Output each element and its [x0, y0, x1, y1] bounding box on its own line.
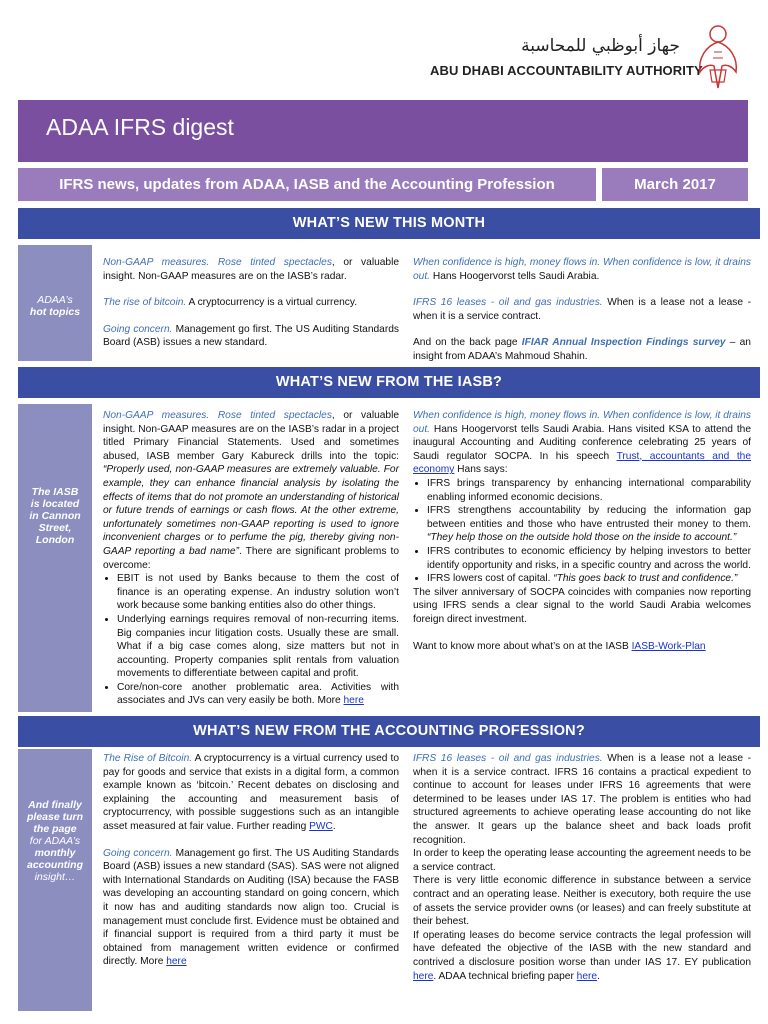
speech-points-list — [413, 477, 751, 586]
list-item: • Underlying earnings requires removal of non-recurring items. Big companies incur litigation costs. Usually these are small. What if a big case comes along, size matters but not in accounting. Property companies split rentals from valuation movements to differentiate between capital and profit. — [117, 613, 399, 681]
body-text: In order to keep the operating lease accounting the agreement needs to be a service contract. — [413, 848, 751, 873]
body-text: Core/non-core another problematic area. Activities with associates and JVs can very easily be both. More — [117, 681, 399, 707]
month-left-column — [103, 256, 399, 363]
body-text: Want to know more about what’s on at the IASB — [413, 640, 632, 652]
profession-right-column — [413, 752, 751, 983]
headline-link[interactable]: When confidence is high, money flows in. When confidence is low, it drains out. — [413, 257, 751, 282]
list-item: • IFRS contributes to economic efficiency by helping investors to better identify opportunity and risks, in a specific country and across the world. — [427, 545, 751, 572]
iasb-left-column — [103, 409, 399, 708]
section-heading-month: WHAT’S NEW THIS MONTH — [18, 208, 760, 239]
list-item — [427, 504, 751, 545]
sidebar-line: The IASB — [31, 486, 79, 498]
body-text: Hans Hoogervorst tells Saudi Arabia. — [430, 270, 600, 282]
quote-text: “This goes back to trust and confidence.” — [553, 573, 738, 585]
sidebar-line: insight… — [34, 871, 76, 883]
body-text: Management go first. The US Auditing Standards Board (ASB) issues a new standard (SAS). SAS were not aligned with International Standards on Auditing (ISA) because the FASB was developing an accounting standard on going concern, which it now has and auditing standards now align too. Crucial is management must conclude first. Evidence must be obtained and if financial support is required from a third party it must be obtained from management written evidence or confirmed directly. More — [103, 847, 399, 968]
sidebar-line: is located — [30, 498, 80, 510]
ey-link[interactable]: here — [413, 970, 434, 982]
body-text: And on the back page — [413, 337, 522, 349]
subtitle: IFRS news, updates from ADAA, IASB and the Accounting Profession — [59, 176, 555, 193]
body-text: . — [332, 820, 336, 832]
headline-link[interactable]: Non-GAAP measures. Rose tinted spectacles — [103, 410, 332, 421]
sidebar-line: please turn — [26, 811, 84, 823]
speech-link[interactable]: Trust, accountants and the economy — [413, 450, 752, 476]
more-link[interactable]: here — [343, 695, 364, 707]
body-text: IFRS lowers cost of capital. — [427, 573, 554, 585]
sidebar-line: ADAA’s — [37, 294, 73, 306]
section-heading-profession: WHAT’S NEW FROM THE ACCOUNTING PROFESSION? — [18, 716, 760, 747]
work-plan-link[interactable]: IASB-Work-Plan — [631, 640, 706, 652]
headline-link[interactable]: When confidence is high, money flows in. When confidence is low, it drains out. — [413, 410, 751, 435]
body-text: . There are significant problems to overcome: — [103, 545, 399, 571]
more-link[interactable]: here — [166, 956, 187, 968]
body-text: , or valuable insight. Non-GAAP measures are on the IASB’s radar. — [103, 257, 400, 282]
list-item: • IFRS brings transparency by enhancing international comparability enabling informed economic decisions. — [427, 477, 751, 504]
headline-link[interactable]: IFRS 16 leases - oil and gas industries. — [413, 297, 603, 309]
org-name-english: ABU DHABI ACCOUNTABILITY AUTHORITY — [430, 63, 703, 78]
sidebar-line: for ADAA’s — [29, 835, 81, 847]
pwc-link[interactable]: PWC — [309, 820, 333, 832]
briefing-link[interactable]: here — [576, 970, 598, 982]
sidebar-back-page — [18, 749, 92, 1011]
quote-text: “They help those on the outside hold those on the inside to account.” — [427, 532, 737, 544]
problems-list — [103, 572, 399, 708]
month-right-column — [413, 256, 751, 377]
body-text: If operating leases do become service contracts the legal profession will have defeated the objective of the IASB with the new standard and contrived a disclosure position worse than under IAS 17. EY publication — [413, 929, 751, 968]
sidebar-line: Street, — [38, 522, 72, 534]
quote-text: “Properly used, non-GAAP measures are extremely valuable. For example, they can enhance financial analysis by isolating the effects of items that do not promote an understanding of historical or future trends of earnings or cash flows. At the other extreme, unfortunately sometimes non-GAAP reporting is used to ignore inconvenient charges or to perfume the pig, thereby giving non-GAAP reporting a bad name” — [103, 464, 399, 557]
body-text: There is very little economic difference in substance between a service contract and an operating lease. Neither is executory, both require the use of assets the service provider owns (or leases) and can freely substitute at their behest. — [413, 875, 751, 928]
body-text: , or valuable insight. Non-GAAP measures are on the IASB’s radar in a project titled Primary Financial Statements. Used and sometimes abused, IASB member Gary Kabureck drills into the topic: — [103, 410, 400, 462]
body-text: Hans says: — [454, 464, 508, 476]
body-text: Management go first. The US Auditing Standards Board (ASB) issues a new standard. — [103, 323, 399, 349]
sidebar-hot-topics — [18, 245, 92, 361]
sidebar-iasb-location — [18, 404, 92, 712]
body-text: The silver anniversary of SOCPA coincides with companies now reporting using IFRS sends a clear signal to the world Saudi Arabia welcomes foreign direct investment. — [413, 586, 751, 625]
profession-left-column — [103, 752, 399, 982]
headline-link[interactable]: IFRS 16 leases - oil and gas industries. — [413, 753, 603, 764]
body-text: When is a lease not a lease - when it is a service contract. — [413, 297, 751, 322]
body-text: A cryptocurrency is a virtual currency. — [186, 297, 358, 309]
sidebar-line: hot topics — [29, 306, 81, 318]
body-text: A cryptocurrency is a virtual currency used to pay for goods and service that exists in a digital form, a common example known as ‘bitcoin.’ Recent debates on disclosing and explaining the accounting and measurement basis of cryptocurrency, with possible suggestions such as an intangible asset measured at fair value. Further reading — [103, 753, 400, 832]
sidebar-line: in Cannon — [29, 510, 81, 522]
body-text: . — [597, 970, 600, 982]
headline-link[interactable]: Going concern. — [103, 323, 173, 335]
org-name-arabic: جهاز أبوظبي للمحاسبة — [521, 36, 680, 56]
sidebar-line: London — [35, 534, 75, 546]
sidebar-line: And finally — [28, 799, 82, 811]
body-text: Hans Hoogervorst tells Saudi Arabia. Hans visited KSA to attend the inaugural Accounting and Auditing conference celebrating 25 years of Saudi regulator SOCPA. In his speech — [413, 423, 751, 462]
body-text: . ADAA technical briefing paper — [433, 970, 577, 982]
list-item: • EBIT is not used by Banks because to them the cost of finance is an operating expense. An industry solution won’t work because some banking entities also do other things. — [117, 572, 399, 613]
back-page-link[interactable]: IFIAR Annual Inspection Findings survey — [521, 337, 726, 349]
section-heading-iasb: WHAT’S NEW FROM THE IASB? — [18, 367, 760, 398]
body-text: – an insight from ADAA’s Mahmoud Shahin. — [413, 337, 751, 362]
sidebar-line: monthly — [34, 847, 76, 859]
list-item — [117, 681, 399, 708]
sidebar-line: accounting — [26, 859, 83, 871]
sidebar-line: the page — [33, 823, 77, 835]
body-text: IFRS strengthens accountability by reducing the information gap between entities and those who have entrusted their money to them. — [427, 505, 751, 530]
headline-link[interactable]: The rise of bitcoin. — [103, 297, 187, 309]
body-text: When is a lease not a lease - when it is a service contract. IFRS 16 contains a practical expedient to continue to account for leases under IFRS 16 agreements that were determined to be leases under IAS 17. The problem is entities who had structured agreements to achieve operating lease accounting do not like the answer. It gears up the balance sheet and back loads profit recognition. — [413, 753, 751, 846]
iasb-right-column — [413, 409, 751, 666]
headline-link[interactable]: Non-GAAP measures. Rose tinted spectacles — [103, 257, 332, 268]
headline-link[interactable]: The Rise of Bitcoin. — [103, 753, 193, 764]
headline-link[interactable]: Going concern. — [103, 847, 173, 859]
page-title: ADAA IFRS digest — [46, 114, 234, 140]
list-item — [427, 572, 751, 586]
falcon-emblem-icon — [688, 22, 748, 94]
issue-date: March 2017 — [634, 176, 716, 193]
